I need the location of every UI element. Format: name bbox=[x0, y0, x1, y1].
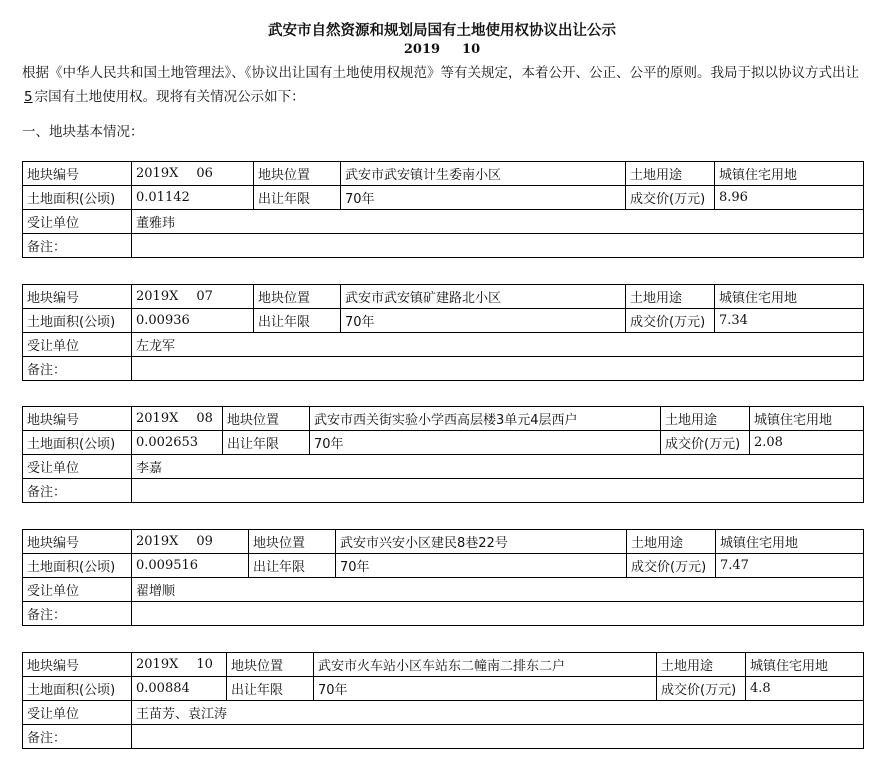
parcel-code-prefix: 2019X bbox=[136, 534, 179, 549]
transferee-value: 翟增顺 bbox=[132, 578, 864, 602]
parcel-code-suffix: 09 bbox=[196, 534, 213, 549]
table-row bbox=[23, 234, 864, 258]
remarks-value bbox=[132, 357, 864, 381]
remarks-value bbox=[132, 234, 864, 258]
parcel-table-3 bbox=[22, 406, 864, 503]
intro-text-end: 宗国有土地使用权。现将有关情况公示如下： bbox=[34, 89, 305, 105]
parcel-no-label: 地块编号 bbox=[23, 653, 132, 677]
term-value: 70年 bbox=[336, 554, 627, 578]
parcel-code-suffix: 08 bbox=[196, 411, 213, 426]
transferee-value: 董雅玮 bbox=[132, 210, 864, 234]
table-row bbox=[23, 431, 864, 455]
transferee-label: 受让单位 bbox=[23, 333, 132, 357]
intro-paragraph bbox=[22, 61, 868, 109]
table-row bbox=[23, 725, 864, 749]
parcel-code-prefix: 2019X bbox=[136, 657, 179, 672]
parcel-code-suffix: 10 bbox=[196, 657, 213, 672]
term-value: 70年 bbox=[310, 431, 661, 455]
land-use-label: 土地用途 bbox=[657, 653, 746, 677]
area-value: 0.00884 bbox=[132, 677, 227, 701]
parcel-no-value bbox=[132, 653, 227, 677]
notice-title: 武安市自然资源和规划局国有土地使用权协议出让公示 bbox=[268, 23, 616, 39]
area-label: 土地面积(公顷) bbox=[23, 186, 132, 210]
land-use-value: 城镇住宅用地 bbox=[715, 162, 864, 186]
land-use-label: 土地用途 bbox=[626, 162, 715, 186]
transferee-label: 受让单位 bbox=[23, 701, 132, 725]
parcel-table-5 bbox=[22, 652, 864, 749]
land-use-value: 城镇住宅用地 bbox=[715, 285, 864, 309]
location-value: 武安市火车站小区车站东二幢南二排东二户 bbox=[314, 653, 657, 677]
land-use-label: 土地用途 bbox=[626, 285, 715, 309]
table-row bbox=[23, 530, 864, 554]
area-value: 0.00936 bbox=[132, 309, 254, 333]
parcel-table-2 bbox=[22, 284, 864, 381]
table-row bbox=[23, 677, 864, 701]
land-use-value: 城镇住宅用地 bbox=[750, 407, 864, 431]
remarks-label: 备注： bbox=[23, 725, 132, 749]
location-label: 地块位置 bbox=[254, 162, 341, 186]
parcel-no-label: 地块编号 bbox=[23, 162, 132, 186]
notice-date bbox=[0, 42, 884, 57]
term-label: 出让年限 bbox=[227, 677, 314, 701]
price-label: 成交价(万元) bbox=[657, 677, 746, 701]
table-row bbox=[23, 407, 864, 431]
parcel-code-suffix: 06 bbox=[196, 166, 213, 181]
land-use-label: 土地用途 bbox=[627, 530, 716, 554]
land-use-label: 土地用途 bbox=[661, 407, 750, 431]
table-row bbox=[23, 701, 864, 725]
parcel-code-prefix: 2019X bbox=[136, 166, 179, 181]
parcel-no-value bbox=[132, 162, 254, 186]
location-label: 地块位置 bbox=[223, 407, 310, 431]
table-row bbox=[23, 309, 864, 333]
parcel-no-label: 地块编号 bbox=[23, 407, 132, 431]
price-value: 7.47 bbox=[716, 554, 864, 578]
area-label: 土地面积(公顷) bbox=[23, 677, 132, 701]
table-row bbox=[23, 162, 864, 186]
table-row bbox=[23, 455, 864, 479]
price-label: 成交价(万元) bbox=[627, 554, 716, 578]
price-value: 7.34 bbox=[715, 309, 864, 333]
table-row bbox=[23, 578, 864, 602]
intro-parcel-count: 5 bbox=[24, 89, 33, 105]
area-label: 土地面积(公顷) bbox=[23, 554, 132, 578]
area-value: 0.01142 bbox=[132, 186, 254, 210]
table-row bbox=[23, 186, 864, 210]
remarks-label: 备注： bbox=[23, 357, 132, 381]
table-row bbox=[23, 479, 864, 503]
location-label: 地块位置 bbox=[249, 530, 336, 554]
section-heading: 一、地块基本情况： bbox=[22, 124, 144, 140]
term-label: 出让年限 bbox=[254, 186, 341, 210]
remarks-value bbox=[132, 479, 864, 503]
area-value: 0.002653 bbox=[132, 431, 223, 455]
table-row bbox=[23, 210, 864, 234]
price-value: 2.08 bbox=[750, 431, 864, 455]
remarks-label: 备注： bbox=[23, 602, 132, 626]
parcel-table-4 bbox=[22, 529, 864, 626]
table-row bbox=[23, 653, 864, 677]
table-row bbox=[23, 333, 864, 357]
location-value: 武安市武安镇计生委南小区 bbox=[341, 162, 626, 186]
parcel-code-prefix: 2019X bbox=[136, 289, 179, 304]
table-row bbox=[23, 357, 864, 381]
parcel-code-prefix: 2019X bbox=[136, 411, 179, 426]
term-label: 出让年限 bbox=[223, 431, 310, 455]
area-value: 0.009516 bbox=[132, 554, 249, 578]
parcel-no-label: 地块编号 bbox=[23, 285, 132, 309]
location-value: 武安市武安镇矿建路北小区 bbox=[341, 285, 626, 309]
parcel-no-label: 地块编号 bbox=[23, 530, 132, 554]
table-row bbox=[23, 602, 864, 626]
parcel-no-value bbox=[132, 530, 249, 554]
term-value: 70年 bbox=[341, 186, 626, 210]
land-use-value: 城镇住宅用地 bbox=[716, 530, 864, 554]
price-value: 4.8 bbox=[746, 677, 864, 701]
notice-year: 2019 bbox=[403, 42, 441, 57]
transferee-value: 李嘉 bbox=[132, 455, 864, 479]
remarks-label: 备注： bbox=[23, 479, 132, 503]
term-value: 70年 bbox=[314, 677, 657, 701]
notice-month: 10 bbox=[462, 42, 481, 57]
location-label: 地块位置 bbox=[254, 285, 341, 309]
term-value: 70年 bbox=[341, 309, 626, 333]
transferee-value: 王苗芳、袁江涛 bbox=[132, 701, 864, 725]
price-label: 成交价(万元) bbox=[661, 431, 750, 455]
remarks-value bbox=[132, 725, 864, 749]
location-label: 地块位置 bbox=[227, 653, 314, 677]
remarks-label: 备注： bbox=[23, 234, 132, 258]
parcel-code-suffix: 07 bbox=[196, 289, 213, 304]
table-row bbox=[23, 554, 864, 578]
price-label: 成交价(万元) bbox=[626, 309, 715, 333]
remarks-value bbox=[132, 602, 864, 626]
parcel-no-value bbox=[132, 407, 223, 431]
intro-text-start: 根据《中华人民共和国土地管理法》、《协议出让国有土地使用权规范》等有关规定，本着公开、公正、公平的原则。我局于拟以协议方式出让 bbox=[22, 65, 859, 81]
term-label: 出让年限 bbox=[254, 309, 341, 333]
area-label: 土地面积(公顷) bbox=[23, 309, 132, 333]
transferee-label: 受让单位 bbox=[23, 578, 132, 602]
area-label: 土地面积(公顷) bbox=[23, 431, 132, 455]
transferee-label: 受让单位 bbox=[23, 210, 132, 234]
transferee-value: 左龙军 bbox=[132, 333, 864, 357]
table-row bbox=[23, 285, 864, 309]
transferee-label: 受让单位 bbox=[23, 455, 132, 479]
parcel-table-1 bbox=[22, 161, 864, 258]
location-value: 武安市兴安小区建民8巷22号 bbox=[336, 530, 627, 554]
price-value: 8.96 bbox=[715, 186, 864, 210]
location-value: 武安市西关街实验小学西高层楼3单元4层西户 bbox=[310, 407, 661, 431]
term-label: 出让年限 bbox=[249, 554, 336, 578]
land-use-value: 城镇住宅用地 bbox=[746, 653, 864, 677]
parcel-no-value bbox=[132, 285, 254, 309]
price-label: 成交价(万元) bbox=[626, 186, 715, 210]
